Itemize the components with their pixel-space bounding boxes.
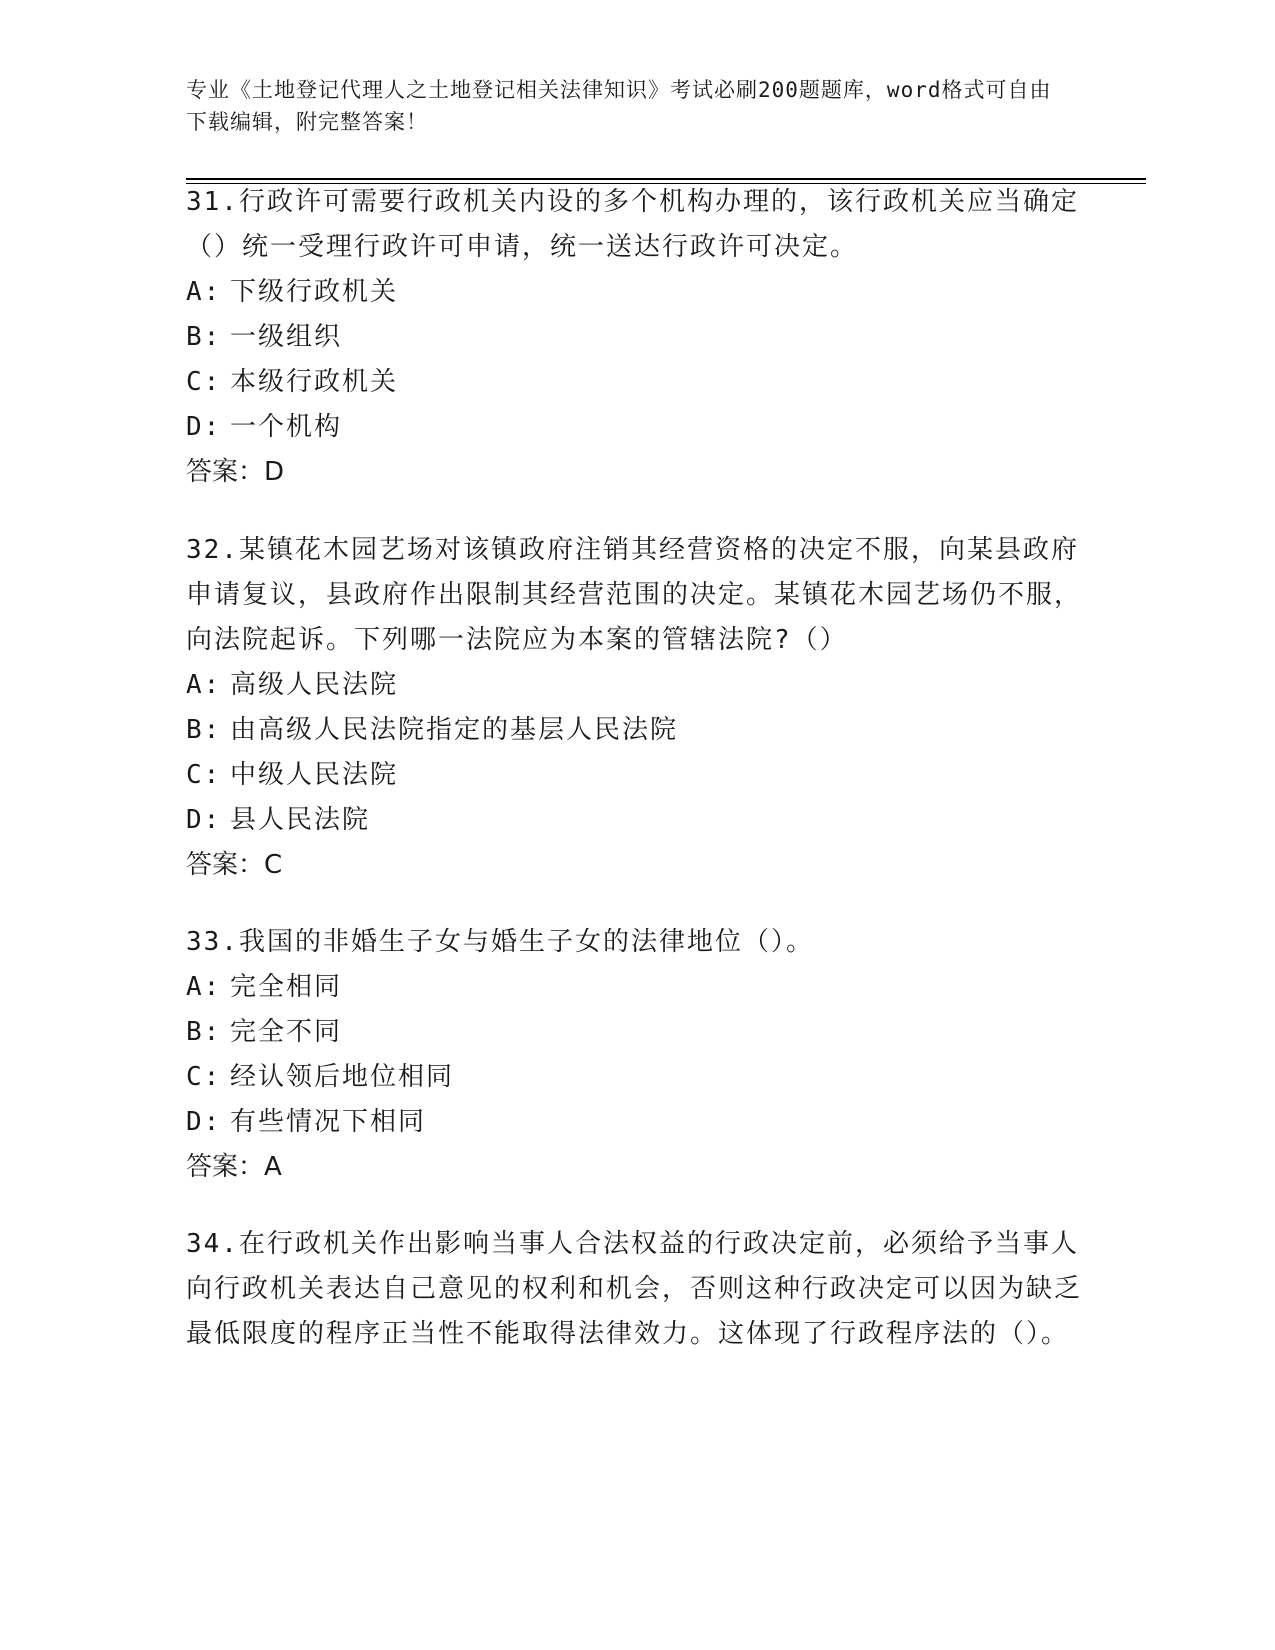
option-text: 有些情况下相同 (230, 1107, 427, 1137)
option-key: C: (186, 367, 222, 397)
option-text: 下级行政机关 (230, 277, 399, 307)
option-text: 县人民法院 (230, 805, 371, 835)
option-text: 完全不同 (230, 1017, 343, 1047)
answer-value: D (264, 457, 285, 487)
option-key: A: (186, 972, 222, 1002)
question-stem: 33.我国的非婚生子女与婚生子女的法律地位（）。 (186, 927, 814, 957)
option-key: C: (186, 760, 222, 790)
answer-value: C (264, 850, 283, 880)
option-b (186, 708, 1086, 753)
option-c (186, 360, 1086, 405)
answer-value: A (264, 1152, 282, 1182)
option-a (186, 965, 1086, 1010)
question-stem: 31.行政许可需要行政机关内设的多个机构办理的，该行政机关应当确定（）统一受理行政许可申请，统一送达行政许可决定。 (186, 187, 1079, 262)
answer-label: 答案： (186, 1152, 265, 1182)
question-stem: 32.某镇花木园艺场对该镇政府注销其经营资格的决定不服，向某县政府申请复议，县政府作出限制其经营范围的决定。某镇花木园艺场仍不服，向法院起诉。下列哪一法院应为本案的管辖法院?（） (186, 535, 1083, 655)
option-d (186, 798, 1086, 843)
option-text: 一个机构 (230, 412, 343, 442)
option-key: B: (186, 1017, 222, 1047)
option-key: D: (186, 805, 222, 835)
option-key: A: (186, 277, 222, 307)
answer-line (186, 843, 1086, 888)
option-b (186, 315, 1086, 360)
question-31 (186, 180, 1086, 495)
answer-line (186, 450, 1086, 495)
question-stem: 34.在行政机关作出影响当事人合法权益的行政决定前，必须给予当事人向行政机关表达自己意见的权利和机会，否则这种行政决定可以因为缺乏最低限度的程序正当性不能取得法律效力。这体现了行政程序法的（）。 (186, 1229, 1083, 1349)
answer-label: 答案： (186, 457, 265, 487)
option-text: 本级行政机关 (230, 367, 399, 397)
option-text: 中级人民法院 (230, 760, 399, 790)
answer-label: 答案： (186, 850, 265, 880)
document-header: 专业《土地登记代理人之土地登记相关法律知识》考试必刷200题题库，word格式可自由下载编辑，附完整答案！ (186, 78, 1052, 134)
option-key: C: (186, 1062, 222, 1092)
option-key: B: (186, 322, 222, 352)
option-text: 完全相同 (230, 972, 343, 1002)
option-c (186, 1055, 1086, 1100)
option-text: 高级人民法院 (230, 670, 399, 700)
option-key: D: (186, 412, 222, 442)
option-text: 经认领后地位相同 (230, 1062, 455, 1092)
option-d (186, 1100, 1086, 1145)
option-key: A: (186, 670, 222, 700)
option-key: B: (186, 715, 222, 745)
option-b (186, 1010, 1086, 1055)
question-33 (186, 920, 1086, 1190)
question-34 (186, 1222, 1086, 1357)
option-c (186, 753, 1086, 798)
option-key: D: (186, 1107, 222, 1137)
option-text: 一级组织 (230, 322, 343, 352)
answer-line (186, 1145, 1086, 1190)
option-d (186, 405, 1086, 450)
option-a (186, 270, 1086, 315)
option-text: 由高级人民法院指定的基层人民法院 (230, 715, 679, 745)
option-a (186, 663, 1086, 708)
question-32 (186, 528, 1086, 888)
